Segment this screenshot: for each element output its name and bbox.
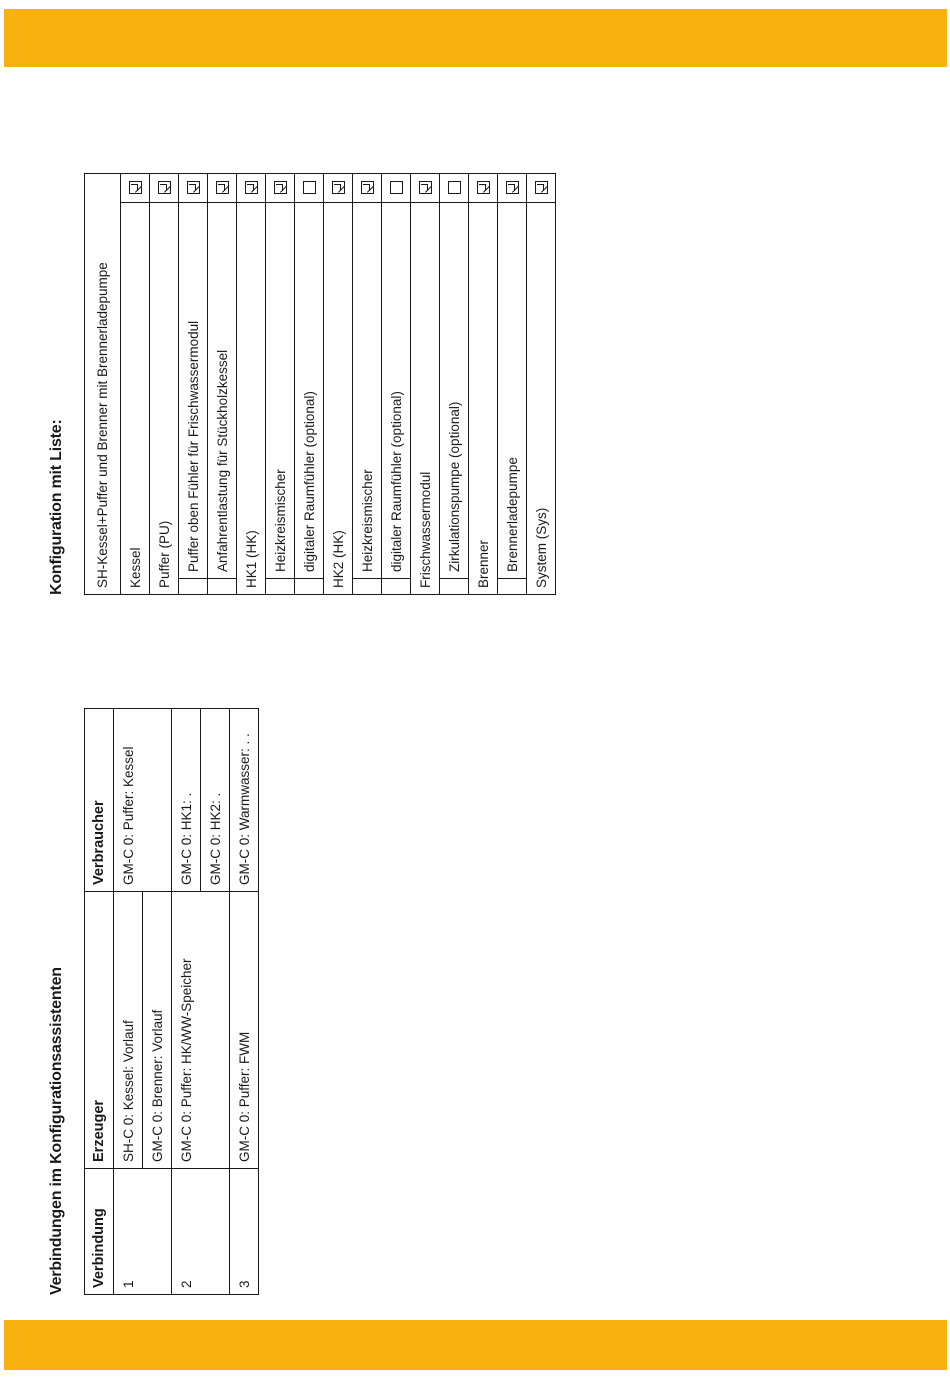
cell-verbraucher: GM-C 0: Puffer: Kessel [114, 709, 143, 892]
cell-verbraucher: GM-C 0: Warmwasser: . . [230, 709, 259, 892]
list-item [382, 174, 411, 595]
konfiguration-header: SH-Kessel+Puffer und Brenner mit Brennerladepumpe [85, 174, 121, 595]
list-item [150, 174, 179, 595]
checked-checkbox-icon[interactable] [158, 182, 171, 195]
table-row [201, 709, 230, 1295]
indent-cell [382, 579, 411, 595]
checkbox-cell [353, 174, 382, 203]
checkbox-cell [295, 174, 324, 203]
checkbox-cell [208, 174, 237, 203]
checked-checkbox-icon[interactable] [187, 182, 200, 195]
checked-checkbox-icon[interactable] [129, 182, 142, 195]
unchecked-checkbox-icon[interactable] [448, 182, 461, 195]
checkbox-cell [469, 174, 498, 203]
list-item [498, 174, 527, 595]
cell-verbraucher: GM-C 0: HK2: . [201, 709, 230, 892]
list-item [266, 174, 295, 595]
item-label: Heizkreismischer [353, 203, 382, 579]
checked-checkbox-icon[interactable] [361, 182, 374, 195]
checkbox-cell [411, 174, 440, 203]
cell-verbindung [143, 1169, 172, 1295]
checkbox-cell [237, 174, 266, 203]
list-item [237, 174, 266, 595]
checked-checkbox-icon[interactable] [245, 182, 258, 195]
cell-verbindung [201, 1169, 230, 1295]
konfiguration-table [84, 173, 556, 595]
list-item [121, 174, 150, 595]
checked-checkbox-icon[interactable] [535, 182, 548, 195]
table-row [143, 709, 172, 1295]
list-item [208, 174, 237, 595]
cell-verbraucher [143, 709, 172, 892]
indent-cell [295, 579, 324, 595]
list-item [411, 174, 440, 595]
indent-cell [440, 579, 469, 595]
table-header-row [85, 709, 114, 1295]
list-item [324, 174, 353, 595]
item-label: Frischwassermodul [411, 203, 440, 595]
indent-cell [179, 579, 208, 595]
checkbox-cell [266, 174, 295, 203]
item-label: HK1 (HK) [237, 203, 266, 595]
item-label: Heizkreismischer [266, 203, 295, 579]
checkbox-cell [440, 174, 469, 203]
list-item [295, 174, 324, 595]
rotated-page [0, 40, 549, 1300]
cell-verbindung: 3 [230, 1169, 259, 1295]
checkbox-cell [498, 174, 527, 203]
indent-cell [208, 579, 237, 595]
cell-erzeuger: GM-C 0: Puffer: FWM [230, 892, 259, 1169]
checkbox-cell [382, 174, 411, 203]
checked-checkbox-icon[interactable] [419, 182, 432, 195]
item-label: Brenner [469, 203, 498, 595]
item-label: Zirkulationspumpe (optional) [440, 203, 469, 579]
checkbox-cell [324, 174, 353, 203]
item-label: Anfahrentlastung für Stückholzkessel [208, 203, 237, 579]
header-verbraucher: Verbraucher [85, 709, 114, 892]
header-erzeuger: Erzeuger [85, 892, 114, 1169]
item-label: Brennerladepumpe [498, 203, 527, 579]
item-label: Puffer (PU) [150, 203, 179, 595]
cell-erzeuger: SH-C 0: Kessel: Vorlauf [114, 892, 143, 1169]
item-label: Puffer oben Fühler für Frischwassermodul [179, 203, 208, 579]
list-item [179, 174, 208, 595]
list-item [353, 174, 382, 595]
list-item [440, 174, 469, 595]
verbindungen-table [84, 708, 259, 1295]
checked-checkbox-icon[interactable] [332, 182, 345, 195]
header-verbindung: Verbindung [85, 1169, 114, 1295]
indent-cell [353, 579, 382, 595]
checkbox-cell [527, 174, 556, 203]
checked-checkbox-icon[interactable] [216, 182, 229, 195]
konfiguration-list [121, 174, 556, 595]
item-label: HK2 (HK) [324, 203, 353, 595]
table-row [230, 709, 259, 1295]
item-label: digitaler Raumfühler (optional) [295, 203, 324, 579]
unchecked-checkbox-icon[interactable] [390, 182, 403, 195]
table-row [172, 709, 201, 1295]
cell-erzeuger: GM-C 0: Brenner: Vorlauf [143, 892, 172, 1169]
checked-checkbox-icon[interactable] [274, 182, 287, 195]
table-row [114, 709, 143, 1295]
checkbox-cell [179, 174, 208, 203]
section-title-verbindungen: Verbindungen im Konfigurationsassistenten [48, 967, 65, 1295]
cell-erzeuger [201, 892, 230, 1169]
checked-checkbox-icon[interactable] [506, 182, 519, 195]
unchecked-checkbox-icon[interactable] [303, 182, 316, 195]
checkbox-cell [150, 174, 179, 203]
cell-verbindung: 1 [114, 1169, 143, 1295]
item-label: Kessel [121, 203, 150, 595]
indent-cell [266, 579, 295, 595]
checked-checkbox-icon[interactable] [477, 182, 490, 195]
item-label: System (Sys) [527, 203, 556, 595]
item-label: digitaler Raumfühler (optional) [382, 203, 411, 579]
table-header-row [85, 174, 121, 595]
list-item [527, 174, 556, 595]
list-item [469, 174, 498, 595]
cell-verbindung: 2 [172, 1169, 201, 1295]
cell-erzeuger: GM-C 0: Puffer: HK/WW-Speicher [172, 892, 201, 1169]
indent-cell [498, 579, 527, 595]
bottom-color-band [4, 1320, 947, 1370]
checkbox-cell [121, 174, 150, 203]
section-title-konfiguration: Konfiguration mit Liste: [48, 419, 65, 595]
cell-verbraucher: GM-C 0: HK1: . [172, 709, 201, 892]
